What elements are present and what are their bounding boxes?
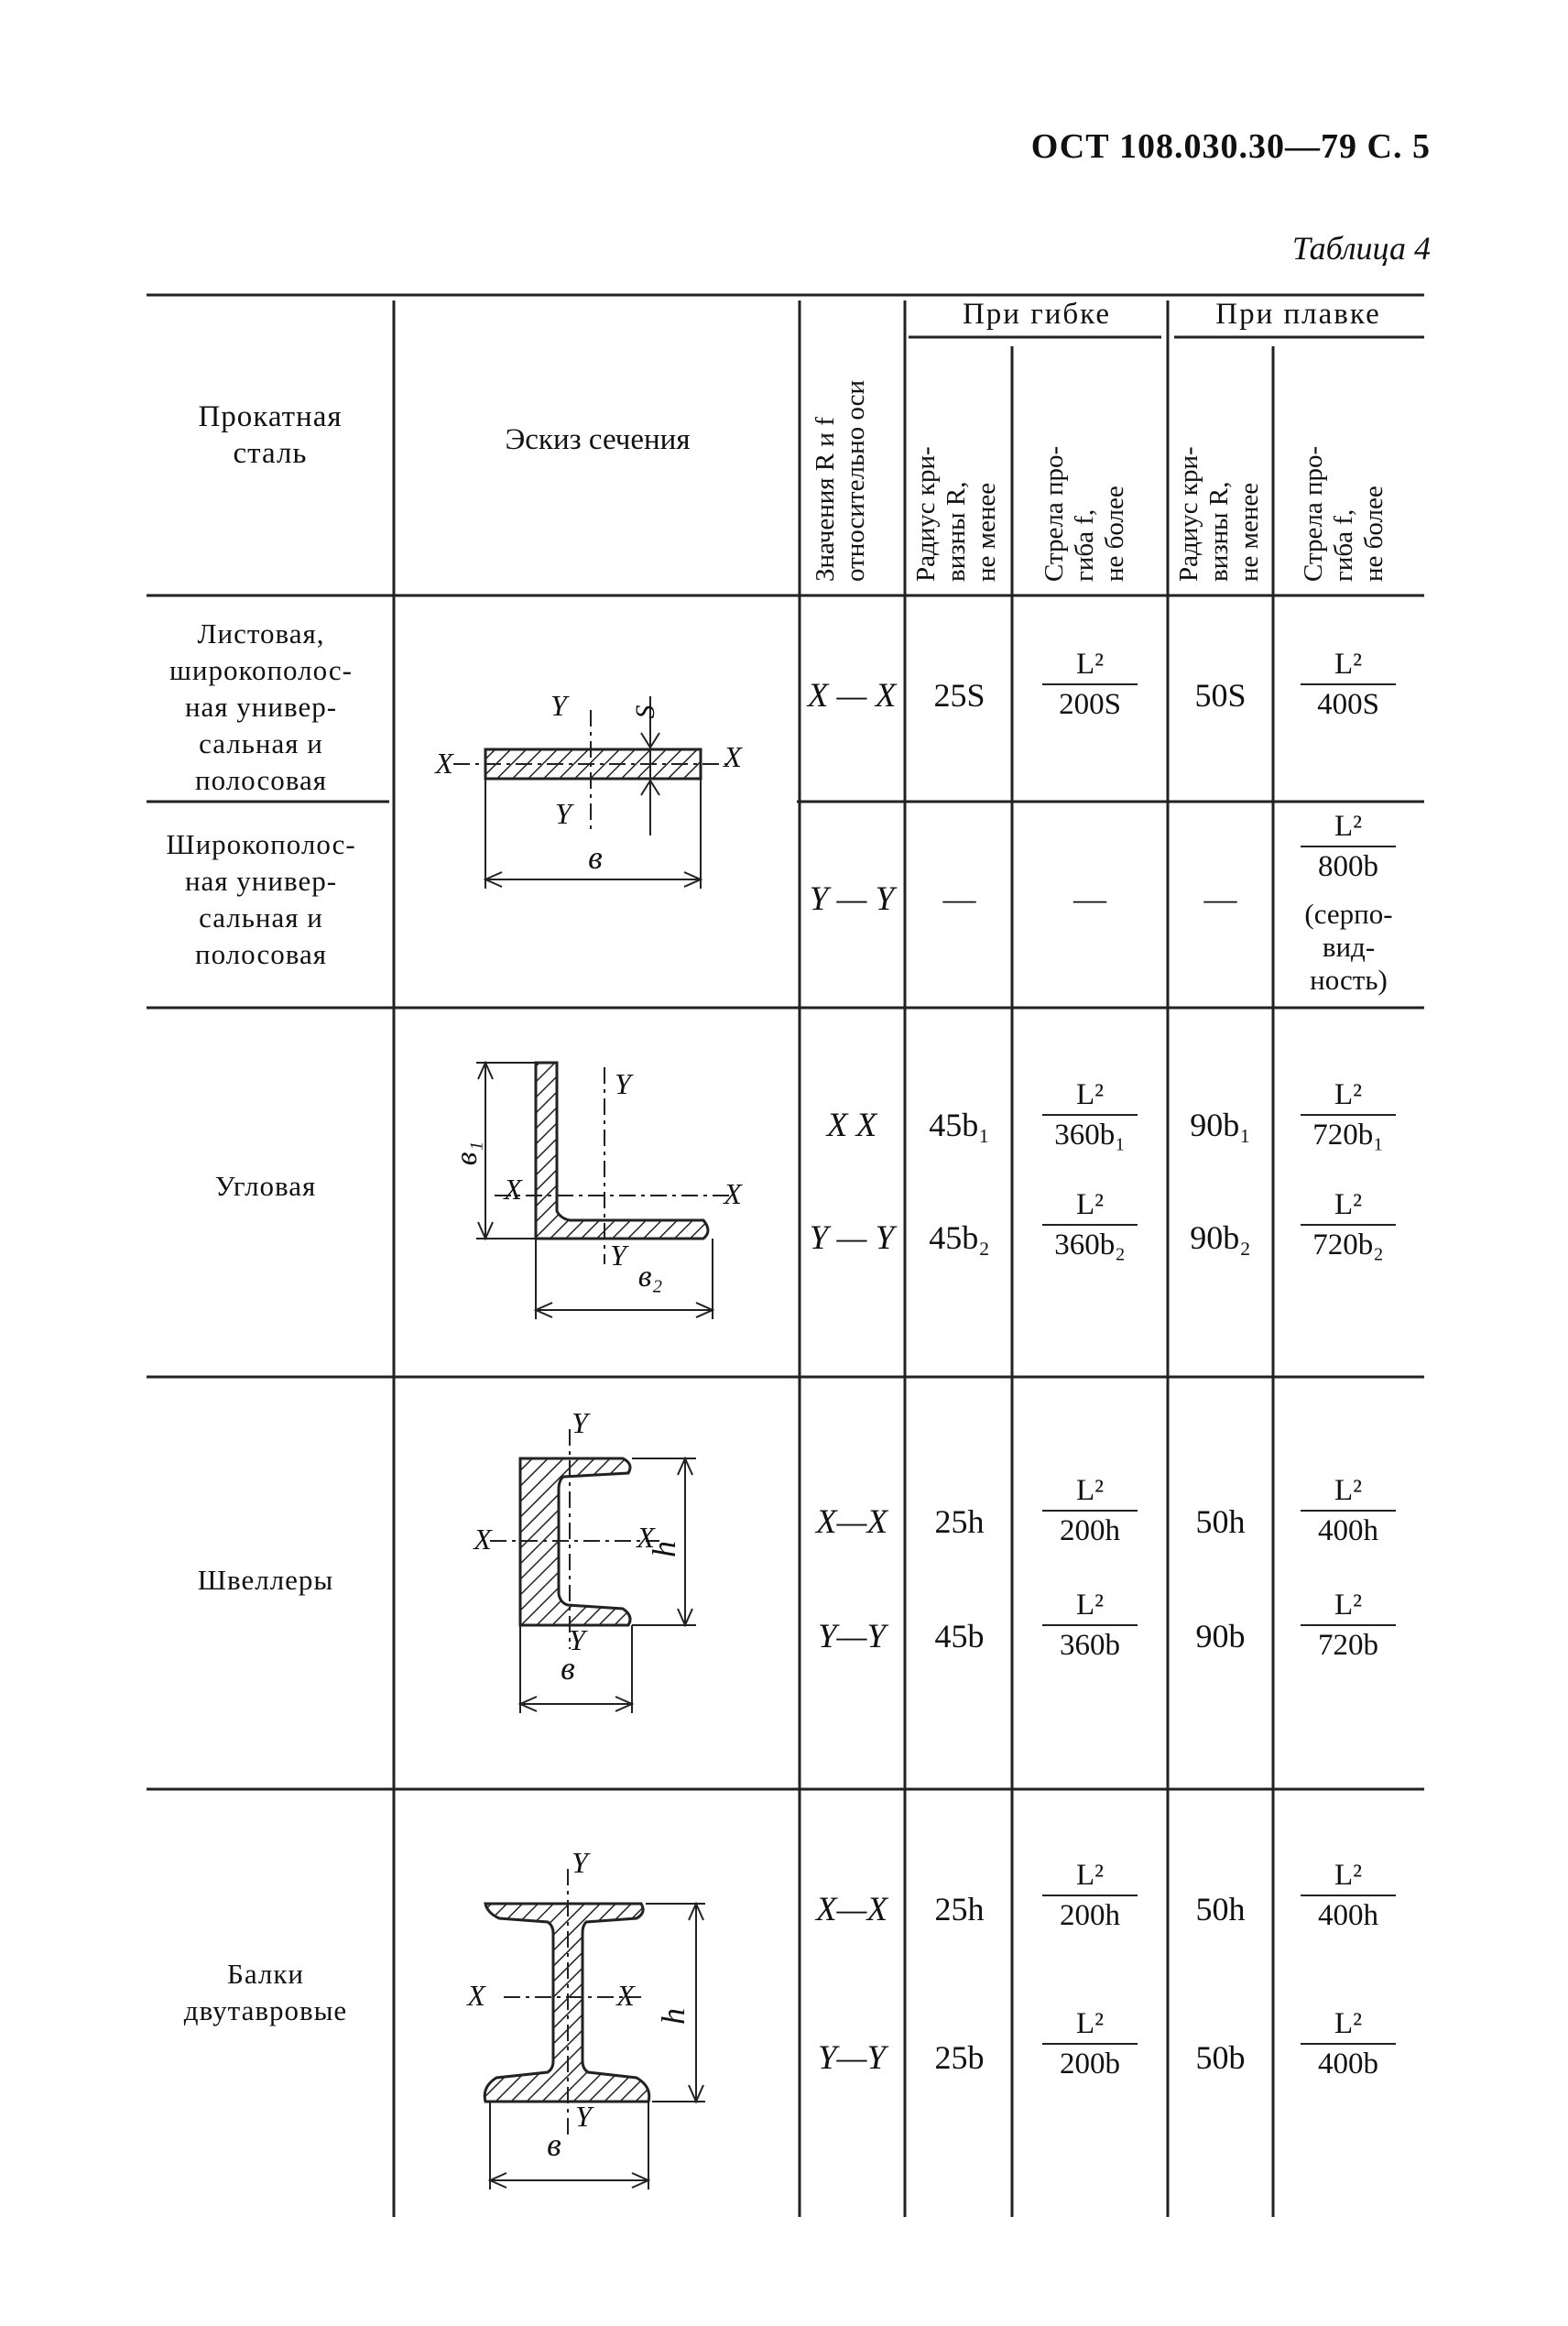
row3-bend-f-1: L² 360b₁ bbox=[1035, 1079, 1145, 1151]
header-bend-deflection: Стрела про- гиба f, не более bbox=[1040, 445, 1129, 582]
plate-label-thickness: S bbox=[630, 704, 660, 719]
row1-bend-r: 25S bbox=[933, 677, 985, 714]
row4-melt-r-1: 50h bbox=[1195, 1503, 1246, 1540]
row3-melt-f-2: L² 720b₂ bbox=[1293, 1189, 1403, 1261]
row4-axis-1: X—X bbox=[815, 1503, 888, 1541]
ibeam-label-y-top: Y bbox=[572, 1846, 588, 1879]
header-melt-deflection: Стрела про- гиба f, не более bbox=[1299, 445, 1388, 582]
row5-bend-f-2: L² 200b bbox=[1035, 2008, 1145, 2080]
angle-label-y-top: Y bbox=[615, 1067, 631, 1100]
channel-label-y-top: Y bbox=[572, 1406, 588, 1439]
row4-axis-2: Y—Y bbox=[817, 1618, 887, 1655]
channel-label-x-left: X bbox=[474, 1523, 492, 1556]
row1-steel: Листовая, широкополос- ная универ- сальная и полосовая bbox=[169, 617, 353, 796]
ibeam-label-y-bottom: Y bbox=[575, 2100, 592, 2133]
plate-label-width: в bbox=[588, 839, 603, 876]
row4-melt-f-1: L² 400h bbox=[1293, 1475, 1403, 1546]
row3-melt-r-1: 90b₁ bbox=[1190, 1107, 1251, 1143]
row2-melt-note: (серпо- вид- ность) bbox=[1304, 898, 1393, 996]
row1-melt-r: 50S bbox=[1194, 677, 1247, 714]
row5-melt-f-1: L² 400h bbox=[1293, 1860, 1403, 1931]
row3-melt-f-1: L² 720b₁ bbox=[1293, 1079, 1403, 1151]
row4-melt-r-2: 90b bbox=[1195, 1618, 1246, 1654]
ibeam-label-x-right: X bbox=[616, 1979, 635, 2012]
row5-bend-f-1: L² 200h bbox=[1035, 1860, 1145, 1931]
row4-bend-r-1: 25h bbox=[934, 1503, 985, 1540]
row3-axis-1: X X bbox=[826, 1107, 877, 1144]
header-melting: При плавке bbox=[1215, 298, 1381, 331]
row3-axis-2: Y — Y bbox=[809, 1219, 895, 1257]
row4-bend-r-2: 45b bbox=[934, 1618, 985, 1654]
row5-steel: Балки двутавровые bbox=[183, 1958, 348, 2026]
row4-melt-f-2: L² 720b bbox=[1293, 1589, 1403, 1661]
row5-melt-r-1: 50h bbox=[1195, 1891, 1246, 1927]
header-axes: Значения R и f относительно оси bbox=[811, 379, 870, 582]
angle-label-leg2: в₂ bbox=[637, 1260, 663, 1294]
channel-label-width: в bbox=[561, 1650, 575, 1687]
angle-label-y-bottom: Y bbox=[610, 1239, 626, 1272]
row3-bend-r-1: 45b₁ bbox=[929, 1107, 990, 1143]
header-bend-radius: Радиус кри- визны R, не менее bbox=[911, 446, 1001, 582]
plate-label-x-left: X bbox=[435, 747, 453, 780]
row3-bend-r-2: 45b₂ bbox=[929, 1219, 990, 1256]
row5-melt-r-2: 50b bbox=[1195, 2039, 1246, 2076]
row4-bend-f-2: L² 360b bbox=[1035, 1589, 1145, 1661]
row1-axis: X — X bbox=[807, 677, 897, 715]
row3-bend-f-2: L² 360b₂ bbox=[1035, 1189, 1145, 1261]
ibeam-label-x-left: X bbox=[467, 1979, 485, 2012]
header-sketch: Эскиз сечения bbox=[505, 423, 691, 456]
page-header: ОСТ 108.030.30—79 С. 5 bbox=[1030, 127, 1431, 166]
plate-label-x-right: X bbox=[724, 740, 742, 773]
row1-melt-f: L² 400S bbox=[1293, 649, 1403, 720]
row2-melt-r: — bbox=[1203, 880, 1237, 917]
angle-label-leg1: в₁ bbox=[450, 1141, 484, 1166]
row5-axis-1: X—X bbox=[815, 1891, 888, 1928]
channel-label-x-right: X bbox=[637, 1521, 655, 1554]
row5-axis-2: Y—Y bbox=[817, 2039, 887, 2077]
header-steel: Прокатная сталь bbox=[198, 400, 343, 470]
plate-label-y-bottom: Y bbox=[555, 797, 572, 830]
ibeam-label-width: в bbox=[547, 2126, 561, 2163]
channel-sketch bbox=[490, 1429, 696, 1713]
angle-label-x-right: X bbox=[724, 1177, 742, 1210]
row3-melt-r-2: 90b₂ bbox=[1190, 1219, 1251, 1256]
row2-steel: Широкополос- ная универ- сальная и полосовая bbox=[166, 828, 356, 970]
row2-axis: Y — Y bbox=[809, 880, 895, 918]
ibeam-label-height: h bbox=[655, 2008, 691, 2025]
channel-label-y-bottom: Y bbox=[569, 1623, 585, 1656]
header-melt-radius: Радиус кри- визны R, не менее bbox=[1174, 446, 1264, 582]
row5-bend-r-1: 25h bbox=[934, 1891, 985, 1927]
table-caption: Таблица 4 bbox=[1291, 230, 1431, 267]
row1-bend-f: L² 200S bbox=[1035, 649, 1145, 720]
angle-label-x-left: X bbox=[504, 1173, 522, 1206]
row5-melt-f-2: L² 400b bbox=[1293, 2008, 1403, 2080]
row4-bend-f-1: L² 200h bbox=[1035, 1475, 1145, 1546]
row3-steel: Угловая bbox=[214, 1170, 317, 1202]
channel-label-height: h bbox=[646, 1541, 682, 1557]
row4-steel: Швеллеры bbox=[197, 1564, 334, 1596]
header-bending: При гибке bbox=[962, 298, 1112, 331]
row2-melt-f: L² 800b bbox=[1293, 811, 1403, 882]
row2-bend-r: — bbox=[942, 880, 976, 917]
row2-bend-f: — bbox=[1073, 880, 1106, 917]
row5-bend-r-2: 25b bbox=[934, 2039, 985, 2076]
plate-label-y-top: Y bbox=[550, 689, 567, 722]
